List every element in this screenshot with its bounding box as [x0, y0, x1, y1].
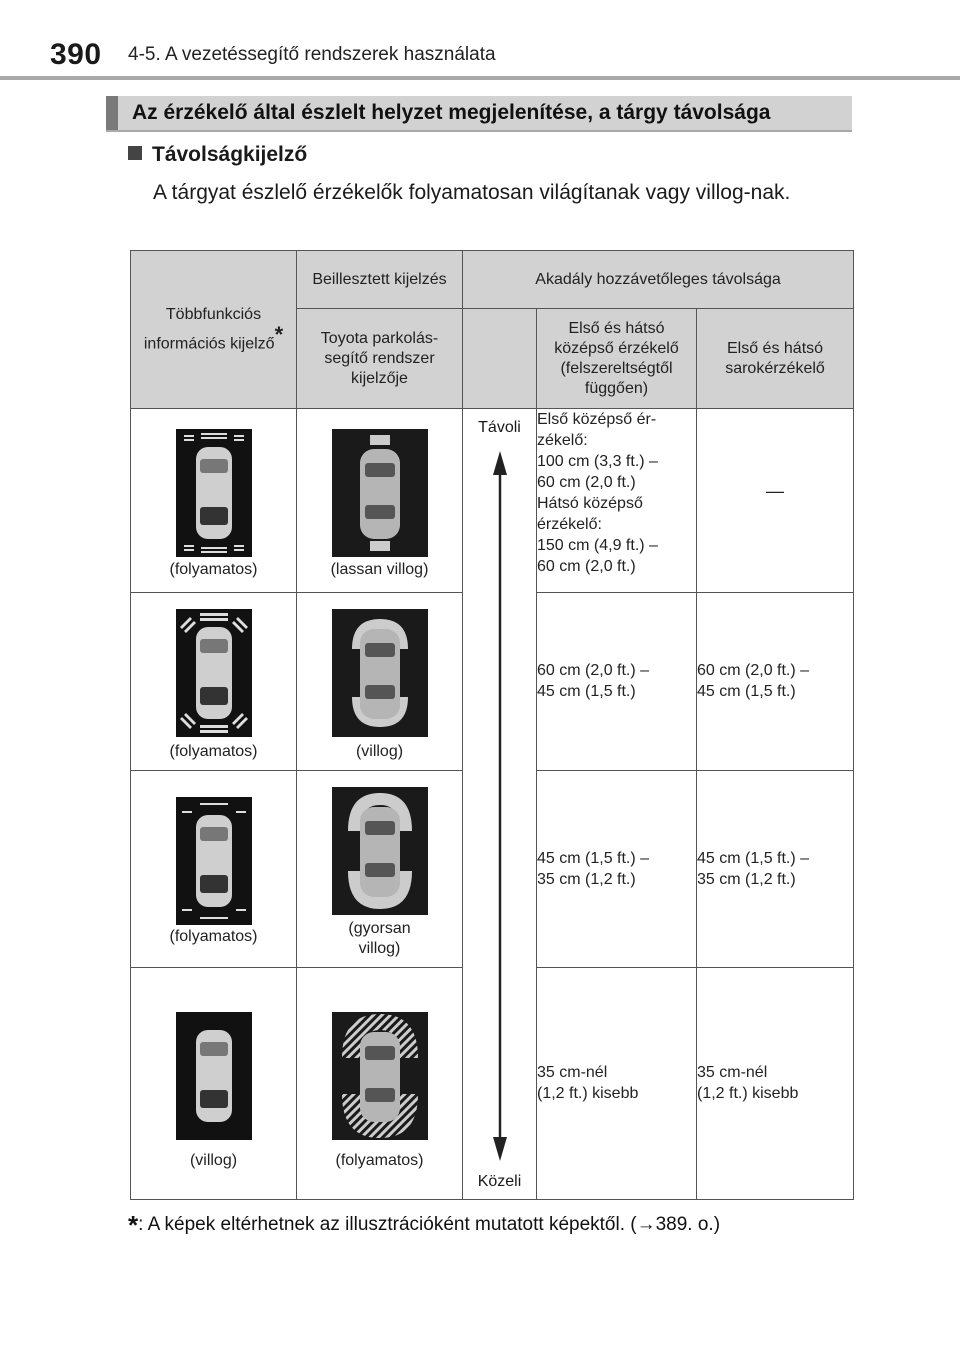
center-sensor-cell	[537, 593, 697, 770]
toyota-display-cell	[297, 593, 463, 770]
car-display-icon	[176, 609, 252, 737]
distance-table	[130, 250, 854, 1200]
subheading	[128, 143, 307, 167]
double-arrow-icon	[463, 409, 537, 1199]
car-display-icon	[176, 1012, 252, 1140]
mid-display-cell	[131, 409, 297, 593]
near-label: Közeli	[477, 1173, 522, 1190]
center-sensor-text: 45 cm (1,5 ft.) – 35 cm (1,2 ft.)	[537, 849, 650, 888]
footnote-text: : A képek eltérhetnek az illusztrációként mutatott képektől. (→389. o.)	[138, 1214, 721, 1235]
toyota-display-cell	[297, 967, 463, 1199]
center-sensor-text: 60 cm (2,0 ft.) – 45 cm (1,5 ft.)	[537, 662, 650, 701]
header-corner-sensor: Első és hátsó sarokérzékelő	[697, 309, 854, 409]
corner-sensor-text: 45 cm (1,5 ft.) – 35 cm (1,2 ft.)	[697, 849, 810, 888]
mid-display-cell	[131, 770, 297, 967]
toyota-car-icon	[332, 609, 428, 737]
center-sensor-cell	[537, 409, 697, 593]
toyota-caption: (lassan villog)	[330, 561, 429, 579]
header-multi-info-text: Többfunkciós információs kijelző	[143, 305, 275, 353]
toyota-caption: (gyorsan villog)	[348, 919, 411, 957]
chapter-title: 4-5. A vezetéssegítő rendszerek használata	[128, 44, 496, 65]
header-rule	[0, 76, 960, 80]
center-sensor-cell	[537, 967, 697, 1199]
mid-caption: (folyamatos)	[169, 927, 258, 945]
corner-sensor-cell	[697, 770, 854, 967]
corner-sensor-cell	[697, 967, 854, 1199]
corner-sensor-text: 60 cm (2,0 ft.) – 45 cm (1,5 ft.)	[697, 662, 810, 701]
corner-sensor-text: —	[766, 481, 785, 502]
distance-arrow-cell	[463, 409, 537, 1200]
center-sensor-text: Első középső ér-zékelő: 100 cm (3,3 ft.) – 60 cm (2,0 ft.) Hátsó középső érzékelő: 150 cm (4,9 ft.) – 60 cm (2,0 ft.)	[537, 411, 658, 576]
corner-sensor-cell	[697, 593, 854, 770]
toyota-display-cell	[297, 409, 463, 593]
toyota-car-icon	[332, 1012, 428, 1140]
header-distance-blank	[463, 309, 537, 409]
mid-caption: (folyamatos)	[169, 561, 258, 579]
intro-paragraph: A tárgyat észlelő érzékelők folyamatosan világítanak vagy villog-nak.	[153, 181, 791, 204]
center-sensor-text: 35 cm-nél (1,2 ft.) kisebb	[537, 1064, 639, 1103]
toyota-car-icon	[332, 787, 428, 915]
asterisk: *	[274, 321, 284, 347]
mid-display-cell	[131, 967, 297, 1199]
car-display-icon	[176, 797, 252, 925]
mid-display-cell	[131, 593, 297, 770]
header-multi-info-display	[131, 251, 297, 409]
footnote-asterisk: *	[128, 1210, 139, 1240]
center-sensor-cell	[537, 770, 697, 967]
toyota-caption: (villog)	[355, 742, 404, 760]
footnote	[128, 1210, 720, 1241]
corner-sensor-text: 35 cm-nél (1,2 ft.) kisebb	[697, 1064, 799, 1103]
car-display-icon	[176, 429, 252, 557]
section-rule	[106, 130, 852, 132]
mid-caption: (folyamatos)	[169, 742, 258, 760]
far-label: Távoli	[478, 419, 521, 437]
section-title: Az érzékelő által észlelt helyzet megjelenítése, a tárgy távolsága	[106, 96, 852, 130]
header-toyota-display: Toyota parkolás-segítő rendszer kijelzője	[297, 309, 463, 409]
page-number: 390	[50, 38, 102, 71]
toyota-car-icon	[332, 429, 428, 557]
header-distance: Akadály hozzávetőleges távolsága	[463, 251, 854, 309]
toyota-display-cell	[297, 770, 463, 967]
header-embedded-display: Beillesztett kijelzés	[297, 251, 463, 309]
toyota-caption: (folyamatos)	[335, 1152, 424, 1169]
subheading-text: Távolságkijelző	[152, 143, 308, 166]
header-center-sensor: Első és hátsó középső érzékelő (felszereltségtől függően)	[537, 309, 697, 409]
corner-sensor-cell	[697, 409, 854, 593]
mid-caption: (villog)	[189, 1152, 238, 1169]
square-bullet-icon	[128, 146, 142, 160]
